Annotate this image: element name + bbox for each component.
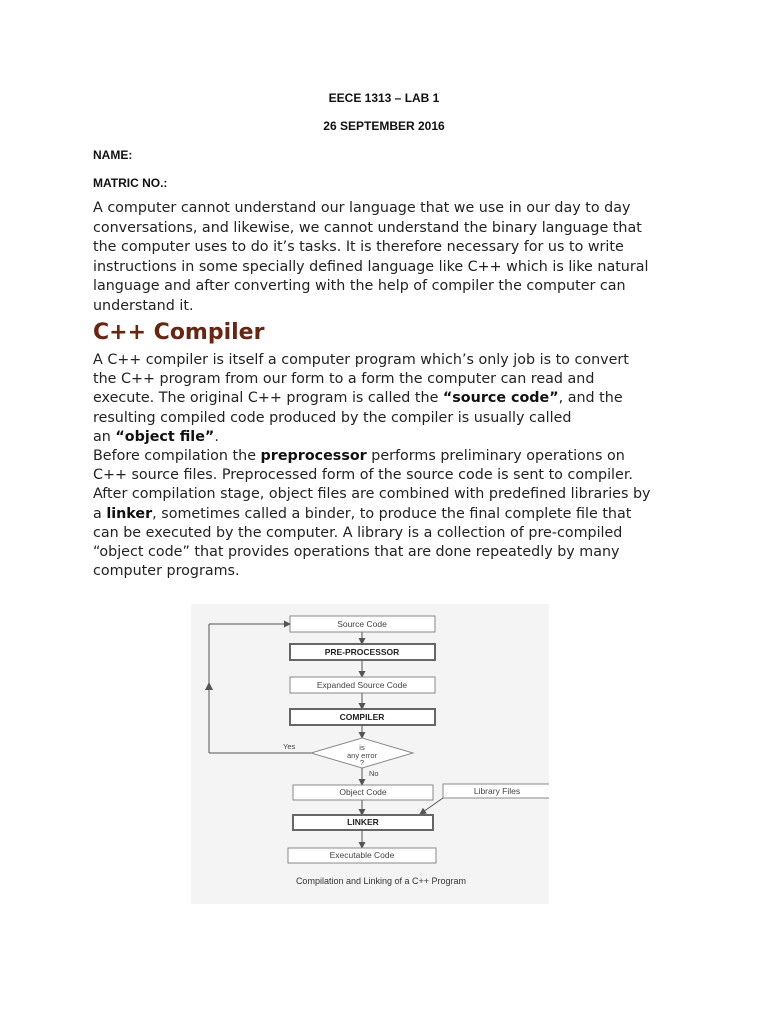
text-run: , and the <box>558 390 623 407</box>
object-file-term: “object file” <box>115 428 215 445</box>
text-line: resulting compiled code produced by the compiler is usually called <box>93 409 572 426</box>
text-run: , sometimes called a binder, to produce the final complete file that <box>152 505 632 522</box>
intro-line: understand it. <box>93 297 194 314</box>
object-code-label: Object Code <box>339 787 387 797</box>
figure-caption: Compilation and Linking of a C++ Program <box>295 876 467 886</box>
intro-paragraph <box>93 199 683 317</box>
decision-text-2: any error <box>346 751 378 760</box>
text-line: “object code” that provides operations that are done repeatedly by many <box>93 544 620 561</box>
compiler-description <box>93 351 683 581</box>
text-run: a <box>93 505 107 522</box>
text-run: . <box>214 428 219 445</box>
section-heading: C++ Compiler <box>93 320 265 345</box>
text-line: computer programs. <box>93 563 240 580</box>
text-run: an <box>93 428 116 445</box>
decision-text-1: is <box>359 743 365 752</box>
library-files-label: Library Files <box>473 786 521 796</box>
text-line <box>93 428 683 447</box>
source-code-label: Source Code <box>337 619 387 629</box>
preprocessor-term: preprocessor <box>260 448 367 465</box>
intro-line: the computer uses to do it’s tasks. It is therefore necessary for us to write <box>93 239 624 256</box>
intro-line: conversations, and likewise, we cannot understand the binary language that <box>93 219 642 236</box>
text-line: the C++ program from our form to a form the computer can read and <box>93 371 595 388</box>
course-title: EECE 1313 – LAB 1 <box>328 91 440 105</box>
compiler-label: COMPILER <box>339 712 385 722</box>
name-label: NAME: <box>93 148 133 162</box>
text-run: Before compilation the <box>93 448 261 465</box>
linker-term: linker <box>106 505 153 522</box>
intro-line: language and after converting with the help of compiler the computer can <box>93 278 626 295</box>
no-label: No <box>369 769 379 778</box>
text-line <box>93 505 683 524</box>
text-line: A C++ compiler is itself a computer program which’s only job is to convert <box>93 352 629 368</box>
text-run: performs preliminary operations on <box>366 448 625 465</box>
text-run: execute. The original C++ program is called the <box>93 390 443 407</box>
yes-label: Yes <box>283 742 296 751</box>
text-line <box>93 447 683 466</box>
source-code-term: “source code” <box>442 390 559 407</box>
text-line: can be executed by the computer. A library is a collection of pre-compiled <box>93 524 623 541</box>
executable-label: Executable Code <box>329 850 395 860</box>
intro-line: A computer cannot understand our language that we use in our day to day <box>93 200 631 216</box>
expanded-source-label: Expanded Source Code <box>316 680 408 690</box>
text-line: C++ source files. Preprocessed form of the source code is sent to compiler. <box>93 467 633 484</box>
lab-date: 26 SEPTEMBER 2016 <box>323 119 445 133</box>
text-line <box>93 389 683 408</box>
decision-text-3: ? <box>359 758 365 767</box>
intro-line: instructions in some specially defined language like C++ which is like natural <box>93 258 649 275</box>
linker-label: LINKER <box>347 817 379 827</box>
preprocessor-label: PRE-PROCESSOR <box>324 647 400 657</box>
matric-label: MATRIC NO.: <box>93 176 168 190</box>
text-line: After compilation stage, object files are combined with predefined libraries by <box>93 486 651 503</box>
compilation-flowchart <box>191 604 549 904</box>
